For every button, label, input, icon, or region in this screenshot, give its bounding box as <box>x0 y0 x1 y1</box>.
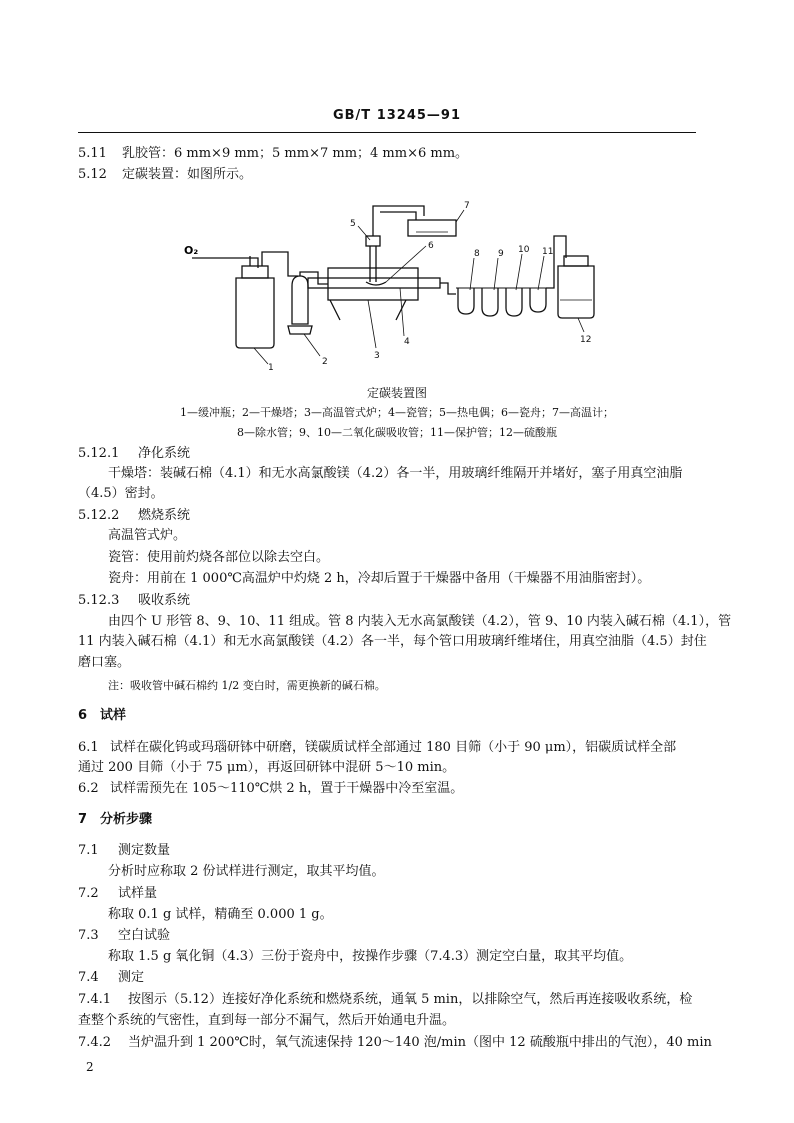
section-number-6: 6 <box>78 708 88 723</box>
u-tube-10 <box>506 288 522 316</box>
label-7: 7 <box>464 201 470 211</box>
o2-label: O₂ <box>184 244 199 257</box>
header-rule <box>78 132 696 133</box>
section-number-7-4-2: 7.4.2 <box>78 1035 112 1050</box>
thermocouple <box>370 246 376 282</box>
label-11: 11 <box>542 247 554 257</box>
section-5-12-2-line3: 瓷舟：用前在 1 000℃高温炉中灼烧 2 h，冷却后置于干燥器中备用（干燥器不用油脂密封）。 <box>108 571 651 586</box>
figure-legend-line1: 1—缓冲瓶；2—干燥塔；3—高温管式炉；4—瓷管；5—热电偶；6—瓷舟；7—高温计； <box>180 406 614 419</box>
section-7-3-title: 空白试验 <box>118 928 171 943</box>
porcelain-boat <box>366 282 386 285</box>
section-7-4-title: 测定 <box>118 970 145 985</box>
sulfuric-acid-bottle <box>558 266 594 318</box>
u-tube-8 <box>458 288 474 314</box>
figure-title: 定碳装置图 <box>366 386 427 400</box>
section-5-12-3-line1: 由四个 U 形管 8、9、10、11 组成。管 8 内装入无水高氯酸镁（4.2），管 9、10 内装入碱石棉（4.1），管 <box>108 614 732 629</box>
section-7-4-1-line1: 按图示（5.12）连接好净化系统和燃烧系统，通氧 5 min，以排除空气，然后再连接吸收系统，检 <box>128 992 693 1007</box>
section-7-1-title: 测定数量 <box>118 843 171 858</box>
section-number-5-12-1: 5.12.1 <box>78 446 120 461</box>
section-number-7-1: 7.1 <box>78 843 99 858</box>
label-8: 8 <box>474 249 480 259</box>
section-number-7: 7 <box>78 812 88 827</box>
u-tube-11 <box>530 288 546 312</box>
section-number-7-2: 7.2 <box>78 886 99 901</box>
label-4: 4 <box>404 337 410 347</box>
section-number-7-4-1: 7.4.1 <box>78 992 112 1007</box>
section-7-1-text: 分析时应称取 2 份试样进行测定，取其平均值。 <box>108 864 385 879</box>
section-5-12-2-title: 燃烧系统 <box>138 508 191 523</box>
section-6-2-text: 试样需预先在 105～110℃烘 2 h，置于干燥器中冷至室温。 <box>110 781 464 796</box>
section-6-title: 试样 <box>100 708 127 723</box>
label-9: 9 <box>498 249 504 259</box>
section-5-12-3-line3: 磨口塞。 <box>78 655 131 670</box>
section-number-7-4: 7.4 <box>78 970 99 985</box>
section-6-1-line2: 通过 200 目筛（小于 75 μm），再返回研钵中混研 5～10 min。 <box>78 760 456 775</box>
section-7-2-title: 试样量 <box>118 886 158 901</box>
label-1: 1 <box>268 363 274 373</box>
section-5-12-3-note: 注：吸收管中碱石棉约 1/2 变白时，需更换新的碱石棉。 <box>108 679 386 692</box>
section-5-12-2-line2: 瓷管：使用前灼烧各部位以除去空白。 <box>108 550 330 565</box>
section-number-7-3: 7.3 <box>78 928 99 943</box>
section-number-5-12-3: 5.12.3 <box>78 593 120 608</box>
section-number-5-12-2: 5.12.2 <box>78 508 120 523</box>
section-7-4-2-line1: 当炉温升到 1 200℃时，氧气流速保持 120～140 泡/min（图中 12 硫酸瓶中排出的气泡），40 min <box>128 1035 712 1050</box>
buffer-bottle <box>236 278 274 348</box>
page-number: 2 <box>86 1060 94 1074</box>
section-5-12-1-line2: （4.5）密封。 <box>78 486 164 501</box>
section-number-6-1: 6.1 <box>78 740 99 755</box>
section-6-1-line1: 试样在碳化钨或玛瑙研钵中研磨，镁碳质试样全部通过 180 目筛（小于 90 μm），铝碳质试样全部 <box>110 740 677 755</box>
section-5-12-2-line1: 高温管式炉。 <box>108 528 187 543</box>
section-7-3-text: 称取 1.5 g 氧化铜（4.3）三份于瓷舟中，按操作步骤（7.4.3）测定空白量，取其平均值。 <box>108 949 633 964</box>
u-tube-9 <box>482 288 498 316</box>
section-5-12-1-title: 净化系统 <box>138 446 191 461</box>
label-6: 6 <box>428 241 434 251</box>
section-7-4-1-line2: 查整个系统的气密性，直到每一部分不漏气，然后开始通电升温。 <box>78 1013 456 1028</box>
section-5-12-1-line1: 干燥塔：装碱石棉（4.1）和无水高氯酸镁（4.2）各一半，用玻璃纤维隔开并堵好，塞子用真空油脂 <box>108 466 683 481</box>
standard-code-header: GB/T 13245—91 <box>332 108 462 123</box>
section-7-2-text: 称取 0.1 g 试样，精确至 0.000 1 g。 <box>108 907 333 922</box>
label-3: 3 <box>374 351 380 361</box>
section-5-11-text: 乳胶管：6 mm×9 mm；5 mm×7 mm；4 mm×6 mm。 <box>122 146 469 161</box>
label-10: 10 <box>518 245 530 255</box>
tube-furnace <box>328 268 418 300</box>
label-2: 2 <box>322 357 328 367</box>
section-5-12-3-line2: 11 内装入碱石棉（4.1）和无水高氯酸镁（4.2）各一半，每个管口用玻璃纤维堵住，用真空油脂（4.5）封住 <box>78 634 707 649</box>
section-7-title: 分析步骤 <box>100 812 153 827</box>
drying-tower <box>292 276 308 324</box>
figure-legend-line2: 8—除水管；9、10—二氧化碳吸收管；11—保护管；12—硫酸瓶 <box>237 426 557 439</box>
label-5: 5 <box>350 219 356 229</box>
label-12: 12 <box>580 335 592 345</box>
pyrometer <box>408 220 456 236</box>
section-number-5-12: 5.12 <box>78 167 107 182</box>
section-number-6-2: 6.2 <box>78 781 99 796</box>
section-5-12-text: 定碳装置：如图所示。 <box>122 167 253 182</box>
section-5-12-3-title: 吸收系统 <box>138 593 191 608</box>
carbon-apparatus-diagram <box>180 196 620 376</box>
section-number-5-11: 5.11 <box>78 146 107 161</box>
